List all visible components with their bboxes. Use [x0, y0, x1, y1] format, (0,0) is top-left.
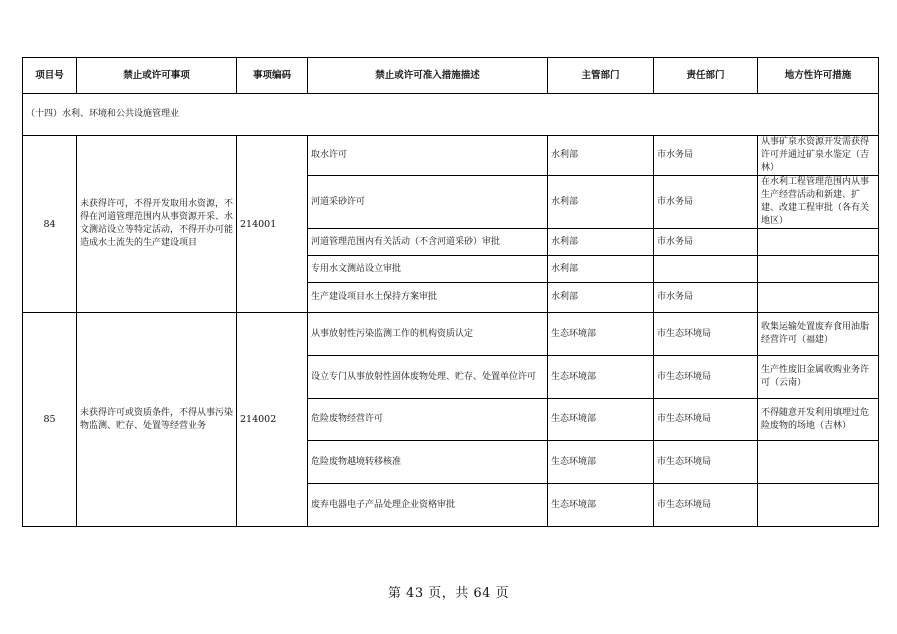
footer-page-number: 43 — [406, 586, 424, 601]
local-measure: 从事矿泉水资源开发需获得许可并通过矿泉水鉴定（吉林） — [758, 136, 879, 176]
header-description: 禁止或许可准入措施描述 — [308, 58, 548, 94]
local-measure: 在水利工程管理范围内从事生产经营活动和新建、扩建、改建工程审批（各有关地区） — [758, 176, 879, 229]
measure-description: 专用水文测站设立审批 — [308, 256, 548, 283]
measure-description: 危险废物经营许可 — [308, 399, 548, 441]
responsible-department: 市生态环境局 — [654, 484, 758, 527]
item-number: 85 — [23, 313, 77, 527]
item-description: 未获得许可或资质条件，不得从事污染物监测、贮存、处置等经营业务 — [77, 313, 237, 527]
responsible-department: 市生态环境局 — [654, 313, 758, 356]
competent-department: 水利部 — [548, 256, 654, 283]
header-department: 主管部门 — [548, 58, 654, 94]
competent-department: 水利部 — [548, 283, 654, 313]
competent-department: 水利部 — [548, 229, 654, 256]
measure-description: 河道管理范围内有关活动（不含河道采砂）审批 — [308, 229, 548, 256]
local-measure — [758, 441, 879, 484]
item-description: 未获得许可，不得开发取用水资源，不得在河道管理范围内从事资源开采、水文测站设立等特定活动，不得开办可能造成水土流失的生产建设项目 — [77, 136, 237, 313]
competent-department: 生态环境部 — [548, 313, 654, 356]
competent-department: 生态环境部 — [548, 484, 654, 527]
footer-suffix: 页 — [495, 586, 510, 601]
local-measure — [758, 484, 879, 527]
competent-department: 生态环境部 — [548, 356, 654, 399]
local-measure: 收集运输处置废弃食用油脂经营许可（福建） — [758, 313, 879, 356]
local-measure — [758, 256, 879, 283]
measure-description: 取水许可 — [308, 136, 548, 176]
permit-table — [22, 57, 879, 527]
measure-description: 河道采砂许可 — [308, 176, 548, 229]
local-measure: 生产性废旧金属收购业务许可（云南） — [758, 356, 879, 399]
competent-department: 生态环境部 — [548, 441, 654, 484]
footer-total-pages: 64 — [473, 586, 491, 601]
table-row — [23, 313, 879, 356]
local-measure — [758, 283, 879, 313]
item-code: 214002 — [237, 313, 308, 527]
competent-department: 水利部 — [548, 176, 654, 229]
measure-description: 生产建设项目水土保持方案审批 — [308, 283, 548, 313]
responsible-department: 市水务局 — [654, 283, 758, 313]
footer-middle: 页，共 — [428, 586, 469, 601]
measure-description: 设立专门从事放射性固体废物处理、贮存、处置单位许可 — [308, 356, 548, 399]
header-item: 禁止或许可事项 — [77, 58, 237, 94]
local-measure: 不得随意开发利用填埋过危险废物的场地（吉林） — [758, 399, 879, 441]
header-responsible: 责任部门 — [654, 58, 758, 94]
item-code: 214001 — [237, 136, 308, 313]
header-local-measures: 地方性许可措施 — [758, 58, 879, 94]
section-title: （十四）水利、环境和公共设施管理业 — [23, 94, 879, 136]
header-item-no: 项目号 — [23, 58, 77, 94]
competent-department: 水利部 — [548, 136, 654, 176]
page-footer — [0, 582, 897, 601]
header-code: 事项编码 — [237, 58, 308, 94]
responsible-department: 市生态环境局 — [654, 441, 758, 484]
measure-description: 废弃电器电子产品处理企业资格审批 — [308, 484, 548, 527]
responsible-department: 市水务局 — [654, 136, 758, 176]
responsible-department: 市水务局 — [654, 229, 758, 256]
measure-description: 从事放射性污染监测工作的机构资质认定 — [308, 313, 548, 356]
table-header-row — [23, 58, 879, 94]
competent-department: 生态环境部 — [548, 399, 654, 441]
section-row — [23, 94, 879, 136]
responsible-department: 市生态环境局 — [654, 399, 758, 441]
local-measure — [758, 229, 879, 256]
responsible-department — [654, 256, 758, 283]
item-number: 84 — [23, 136, 77, 313]
footer-prefix: 第 — [387, 586, 402, 601]
responsible-department: 市生态环境局 — [654, 356, 758, 399]
measure-description: 危险废物越境转移核准 — [308, 441, 548, 484]
table-row — [23, 136, 879, 176]
responsible-department: 市水务局 — [654, 176, 758, 229]
